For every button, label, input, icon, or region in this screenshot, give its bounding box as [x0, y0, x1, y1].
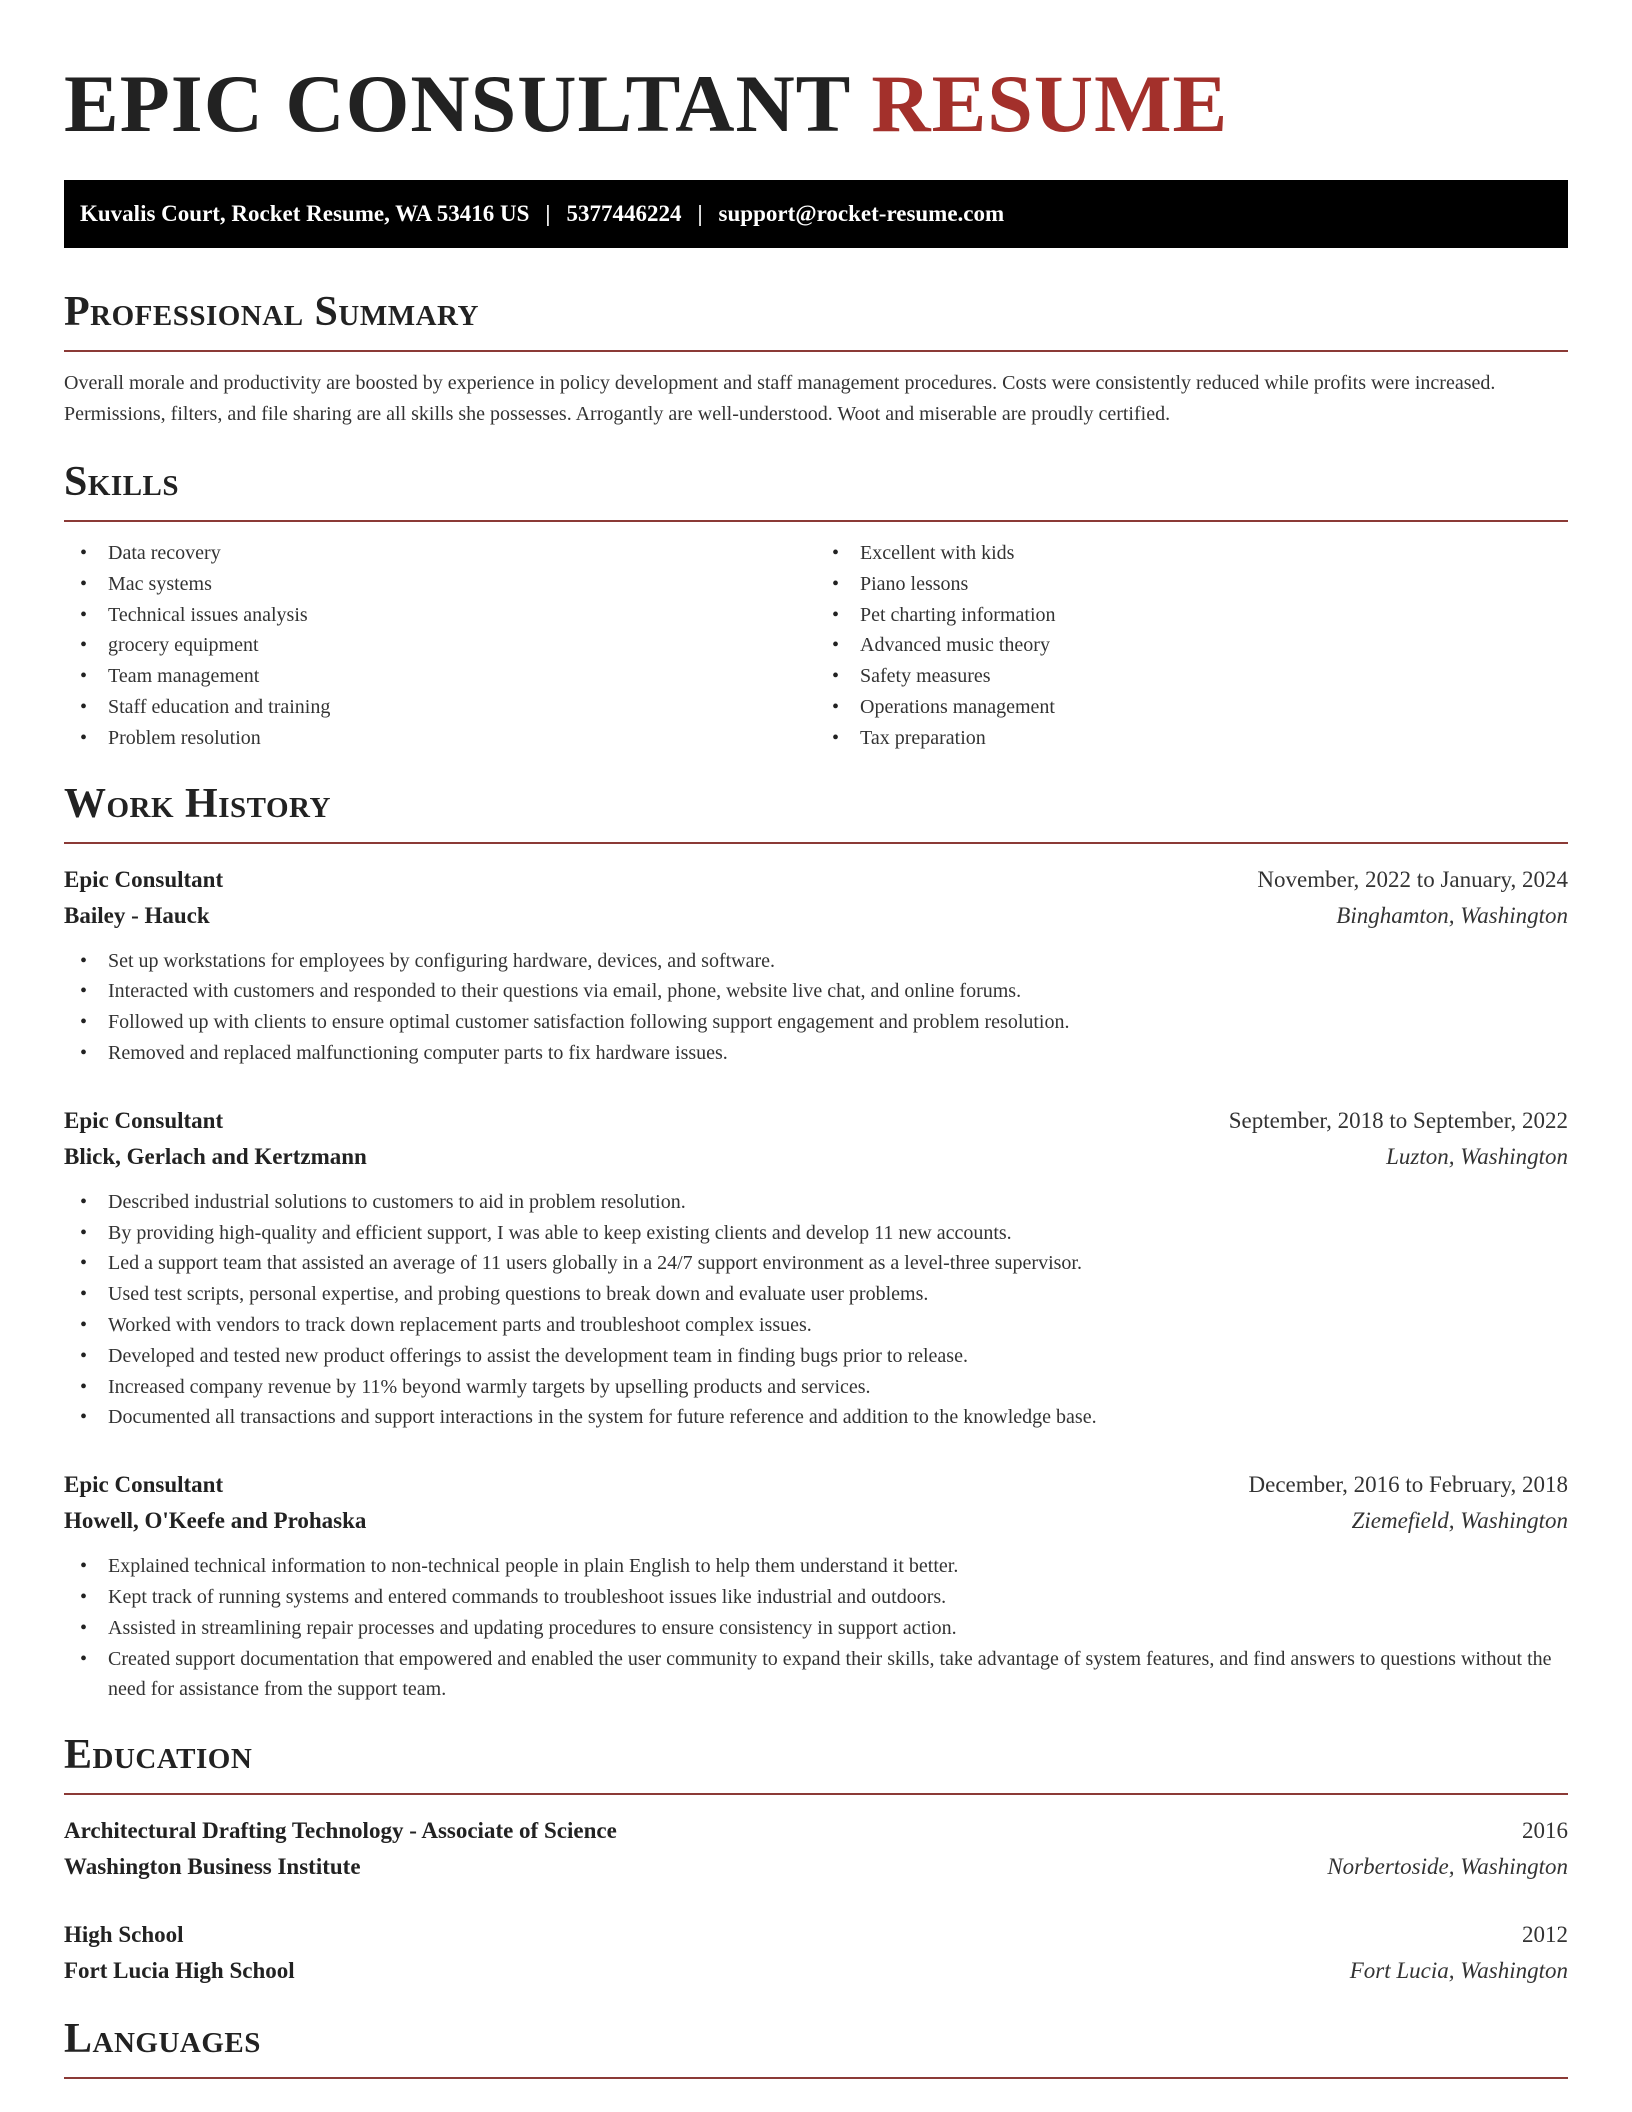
- job-company: Blick, Gerlach and Kertzmann: [64, 1143, 367, 1169]
- education-degree: High School: [64, 1922, 184, 1948]
- work-history-heading: Work History: [64, 780, 331, 827]
- job-bullet: • Created support documentation that empowered and enabled the user community to expand their skills, take advantage of system features, and find answers to questions without the need for assistance from the support team.: [64, 1644, 1568, 1706]
- contact-address: Kuvalis Court, Rocket Resume, WA 53416 US: [80, 201, 530, 226]
- work-history-section: [64, 778, 1568, 1706]
- job-company: Howell, O'Keefe and Prohaska: [64, 1508, 367, 1534]
- job-dates: November, 2022 to January, 2024: [1257, 866, 1568, 892]
- job-bullet: • Assisted in streamlining repair processes and updating procedures to ensure consistency in support action.: [64, 1613, 1568, 1644]
- job-bullet: • Described industrial solutions to customers to aid in problem resolution.: [64, 1187, 1568, 1218]
- education-entry: [64, 1813, 1568, 1885]
- summary-section: [64, 286, 1568, 430]
- section-divider: [64, 520, 1568, 522]
- skills-heading: Skills: [64, 459, 180, 505]
- job-entry: [64, 1103, 1568, 1433]
- skill-item: • Tax preparation: [816, 723, 1568, 754]
- education-school: Washington Business Institute: [64, 1854, 361, 1880]
- job-bullet: • Followed up with clients to ensure optimal customer satisfaction following support engagement and problem resolution.: [64, 1007, 1568, 1038]
- languages-section: [64, 2013, 1568, 2079]
- contact-email: support@rocket-resume.com: [718, 201, 1005, 226]
- skills-list-left: [64, 538, 816, 754]
- job-role: Epic Consultant: [64, 1107, 224, 1133]
- skill-item: • Team management: [64, 661, 816, 692]
- skill-item: • Piano lessons: [816, 569, 1568, 600]
- skills-list-right: [816, 538, 1568, 754]
- job-company-row: [64, 898, 1568, 934]
- contact-bar: [64, 180, 1568, 248]
- job-location: Luzton, Washington: [1386, 1143, 1568, 1169]
- job-role: Epic Consultant: [64, 1472, 224, 1498]
- job-bullet: • Explained technical information to non-technical people in plain English to help them understand it better.: [64, 1551, 1568, 1582]
- job-dates: September, 2018 to September, 2022: [1228, 1107, 1568, 1133]
- section-divider: [64, 842, 1568, 844]
- job-dates: December, 2016 to February, 2018: [1248, 1472, 1568, 1498]
- job-bullet: • Worked with vendors to track down replacement parts and troubleshoot complex issues.: [64, 1310, 1568, 1341]
- job-header-row: [64, 1467, 1568, 1503]
- education-degree: Architectural Drafting Technology - Associate of Science: [64, 1818, 617, 1844]
- summary-text: Overall morale and productivity are boosted by experience in policy development and staff management procedures. Costs were consistently reduced while profits were increased. Permissions, filters, and file sharing are all skills she possesses. Arrogantly are well-understood. Woot and miserable are proudly certified.: [64, 372, 1496, 425]
- skill-item: • Excellent with kids: [816, 538, 1568, 569]
- job-bullet: • Used test scripts, personal expertise, and probing questions to break down and evaluate user problems.: [64, 1279, 1568, 1310]
- education-heading: Education: [64, 1732, 253, 1779]
- job-bullets: [64, 946, 1568, 1069]
- education-entry: [64, 1917, 1568, 1989]
- job-entry: [64, 1467, 1568, 1705]
- job-bullet: • Interacted with customers and responded to their questions via email, phone, website live chat, and online forums.: [64, 976, 1568, 1007]
- contact-separator: |: [545, 201, 551, 226]
- job-header-row: [64, 862, 1568, 898]
- education-school-row: [64, 1849, 1568, 1885]
- education-year: 2012: [1522, 1922, 1568, 1948]
- skill-item: • Pet charting information: [816, 600, 1568, 631]
- skill-item: • Data recovery: [64, 538, 816, 569]
- skill-item: • Operations management: [816, 692, 1568, 723]
- education-degree-row: [64, 1813, 1568, 1849]
- job-location: Binghamton, Washington: [1336, 902, 1568, 928]
- languages-heading: Languages: [64, 2016, 261, 2063]
- skill-item: • Staff education and training: [64, 692, 816, 723]
- section-divider: [64, 350, 1568, 352]
- education-section: [64, 1729, 1568, 1989]
- skill-item: • Technical issues analysis: [64, 600, 816, 631]
- job-bullet: • By providing high-quality and efficient support, I was able to keep existing clients and develop 11 new accounts.: [64, 1218, 1568, 1249]
- job-bullet: • Developed and tested new product offerings to assist the development team in finding bugs prior to release.: [64, 1341, 1568, 1372]
- education-degree-row: [64, 1917, 1568, 1953]
- job-bullet: • Led a support team that assisted an average of 11 users globally in a 24/7 support environment as a level-three supervisor.: [64, 1248, 1568, 1279]
- job-company-row: [64, 1139, 1568, 1175]
- job-bullet: • Documented all transactions and support interactions in the system for future reference and addition to the knowledge base.: [64, 1402, 1568, 1433]
- job-bullet: • Set up workstations for employees by configuring hardware, devices, and software.: [64, 946, 1568, 977]
- job-bullet: • Kept track of running systems and entered commands to troubleshoot issues like industrial and outdoors.: [64, 1582, 1568, 1613]
- section-divider: [64, 2077, 1568, 2079]
- section-divider: [64, 1793, 1568, 1795]
- title-accent: RESUME: [871, 58, 1229, 149]
- summary-heading: Professional Summary: [64, 289, 479, 335]
- skill-item: • grocery equipment: [64, 630, 816, 661]
- skill-item: • Advanced music theory: [816, 630, 1568, 661]
- job-bullet: • Increased company revenue by 11% beyond warmly targets by upselling products and services.: [64, 1372, 1568, 1403]
- job-location: Ziemefield, Washington: [1351, 1508, 1568, 1534]
- job-company: Bailey - Hauck: [64, 902, 210, 928]
- education-location: Fort Lucia, Washington: [1349, 1958, 1568, 1984]
- job-bullets: [64, 1187, 1568, 1433]
- education-school: Fort Lucia High School: [64, 1958, 295, 1984]
- job-role: Epic Consultant: [64, 866, 224, 892]
- contact-separator: |: [697, 201, 703, 226]
- job-bullets: [64, 1551, 1568, 1705]
- title-main: EPIC CONSULTANT: [64, 58, 850, 149]
- education-location: Norbertoside, Washington: [1327, 1854, 1568, 1880]
- skills-columns: [64, 538, 1568, 754]
- job-header-row: [64, 1103, 1568, 1139]
- contact-phone: 5377446224: [566, 201, 682, 226]
- skill-item: • Problem resolution: [64, 723, 816, 754]
- resume-title: [64, 0, 1568, 150]
- skills-section: [64, 456, 1568, 754]
- education-school-row: [64, 1953, 1568, 1989]
- job-bullet: • Removed and replaced malfunctioning computer parts to fix hardware issues.: [64, 1038, 1568, 1069]
- skill-item: • Mac systems: [64, 569, 816, 600]
- skill-item: • Safety measures: [816, 661, 1568, 692]
- education-year: 2016: [1522, 1818, 1568, 1844]
- job-entry: [64, 862, 1568, 1069]
- job-company-row: [64, 1503, 1568, 1539]
